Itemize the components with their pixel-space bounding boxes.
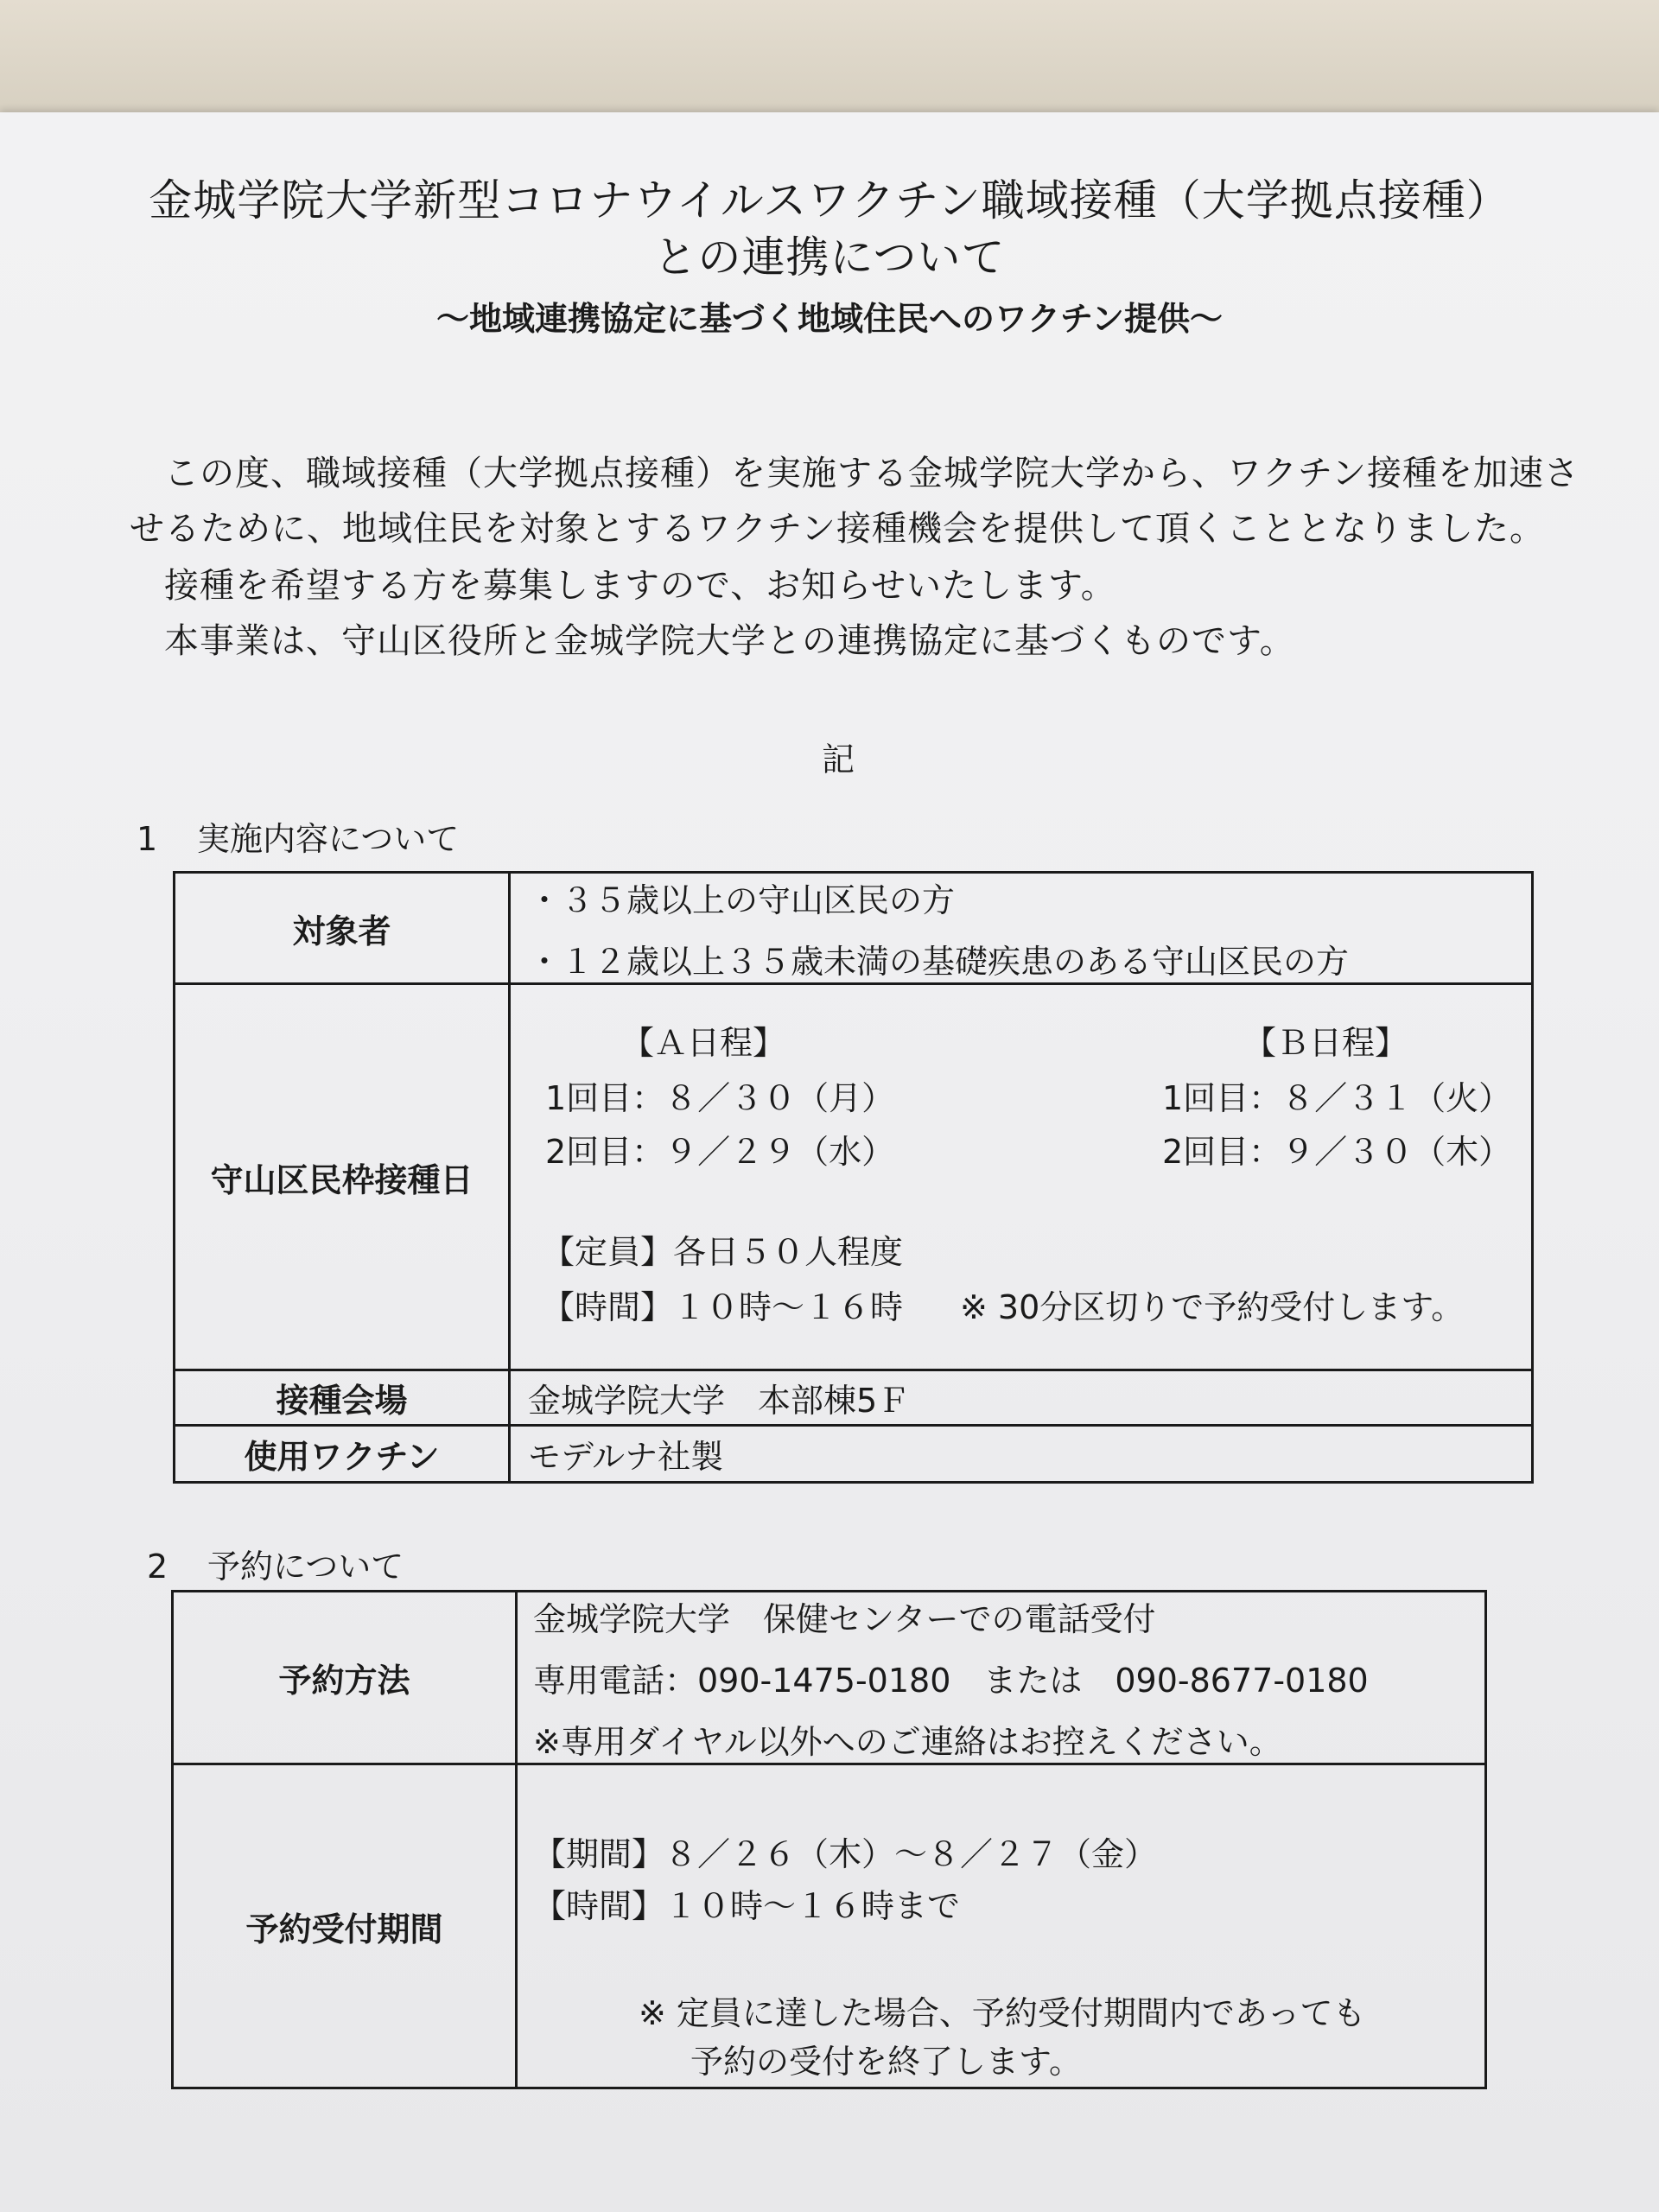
schedule-a-title: 【Ａ日程】 — [621, 1024, 786, 1062]
dates-label: 守山区民枠接種日 — [175, 984, 510, 1370]
schedule-a-first: 1回目：８／３０（月） — [545, 1079, 895, 1117]
period-note-line1: ※ 定員に達した場合、予約受付期間内であっても — [639, 1994, 1366, 2032]
section1-title: 実施内容について — [197, 820, 460, 858]
notice-paper — [0, 112, 1659, 2212]
venue-value: 金城学院大学 本部棟5Ｆ — [510, 1370, 1533, 1426]
page-title-line2: との連携について — [653, 232, 1006, 283]
period-hours: 【時間】１０時～１６時まで — [533, 1887, 961, 1925]
vaccine-label: 使用ワクチン — [175, 1426, 510, 1483]
vaccine-row — [175, 1426, 1533, 1483]
method-cell — [517, 1592, 1486, 1764]
target-line2: ・１２歳以上３５歳未満の基礎疾患のある守山区民の方 — [528, 943, 1350, 981]
time-text: 【時間】１０時～１６時 — [542, 1288, 904, 1326]
venue-row — [175, 1370, 1533, 1426]
section2-number: 2 — [147, 1548, 168, 1586]
target-line1: ・３５歳以上の守山区民の方 — [528, 881, 956, 919]
schedule-b-title: 【Ｂ日程】 — [1243, 1024, 1408, 1062]
reservation-table — [171, 1590, 1487, 2089]
page-title-line1: 金城学院大学新型コロナウイルスワクチン職域接種（大学拠点接種） — [149, 175, 1510, 226]
section2-heading — [147, 1540, 404, 1587]
background-wall — [0, 0, 1659, 121]
target-label: 対象者 — [175, 873, 510, 984]
method-line1: 金城学院大学 保健センターでの電話受付 — [533, 1600, 1156, 1638]
intro-line3: 接種を希望する方を募集しますので、お知らせいたします。 — [164, 566, 1116, 606]
intro-line2: せるために、地域住民を対象とするワクチン接種機会を提供して頂くこととなりました。 — [130, 509, 1545, 549]
vaccine-value: モデルナ社製 — [510, 1426, 1533, 1483]
method-row — [173, 1592, 1486, 1764]
intro-line4: 本事業は、守山区役所と金城学院大学との連携協定に基づくものです。 — [164, 621, 1295, 661]
capacity-text: 【定員】各日５０人程度 — [542, 1233, 904, 1271]
target-cell — [510, 873, 1533, 984]
schedule-b-second: 2回目：９／３０（木） — [1162, 1133, 1512, 1171]
period-cell — [517, 1764, 1486, 2088]
dates-cell — [510, 984, 1533, 1370]
section1-heading — [137, 812, 459, 860]
target-row — [175, 873, 1533, 984]
method-phone-line: 専用電話：090-1475-0180 または 090-8677-0180 — [533, 1662, 1369, 1700]
section2-title: 予約について — [207, 1548, 404, 1586]
method-label: 予約方法 — [173, 1592, 517, 1764]
dates-row — [175, 984, 1533, 1370]
intro-line1: この度、職域接種（大学拠点接種）を実施する金城学院大学から、ワクチン接種を加速さ — [164, 454, 1580, 493]
period-note-line2: 予約の受付を終了します。 — [690, 2043, 1082, 2081]
schedule-b-first: 1回目：８／３１（火） — [1162, 1079, 1512, 1117]
ki-mark: 記 — [821, 741, 855, 779]
section1-number: 1 — [137, 820, 158, 858]
venue-label: 接種会場 — [175, 1370, 510, 1426]
implementation-table — [173, 871, 1534, 1484]
schedule-a-second: 2回目：９／２９（水） — [545, 1133, 895, 1171]
page-subtitle: ～地域連携協定に基づく地域住民へのワクチン提供～ — [435, 300, 1224, 338]
period-dates: 【期間】８／２６（木）～８／２７（金） — [533, 1835, 1158, 1873]
period-row — [173, 1764, 1486, 2088]
reservation-slot-note: ※ 30分区切りで予約受付します。 — [960, 1288, 1465, 1326]
method-note: ※専用ダイヤル以外へのご連絡はお控えください。 — [533, 1723, 1282, 1761]
period-label: 予約受付期間 — [173, 1764, 517, 2088]
